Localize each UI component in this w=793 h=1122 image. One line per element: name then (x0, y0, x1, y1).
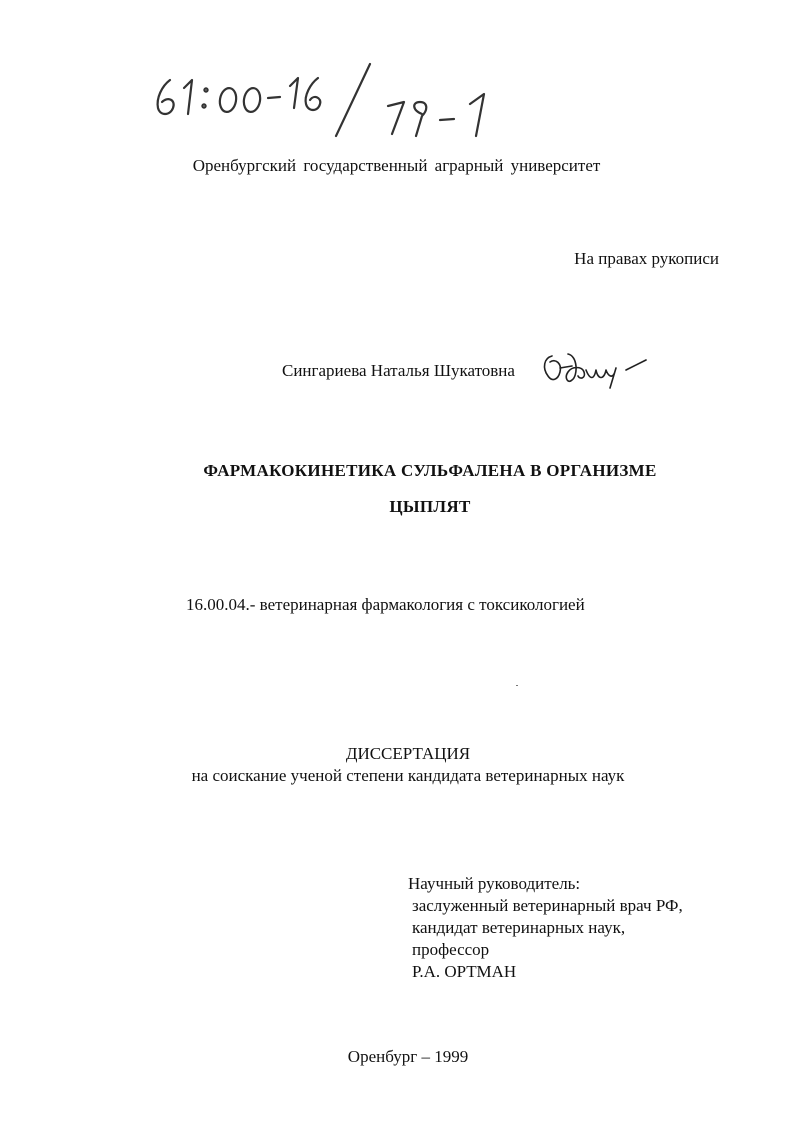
dissertation-title-line-2: ЦЫПЛЯТ (389, 497, 471, 516)
author-name: Сингариева Наталья Шукатовна (282, 361, 515, 380)
city-and-year: Оренбург – 1999 (347, 1047, 469, 1066)
handwritten-archive-code (140, 58, 520, 138)
author-signature (538, 346, 648, 394)
manuscript-rights-note: На правах рукописи (574, 249, 719, 268)
supervisor-degree-line: кандидат ветеринарных наук, (412, 918, 626, 937)
speciality-code: 16.00.04.- ветеринарная фармакология с токсикологией (186, 595, 585, 614)
supervisor-title-line: заслуженный ветеринарный врач РФ, (412, 896, 683, 915)
scan-speck (516, 685, 518, 686)
supervisor-name: Р.А. ОРТМАН (412, 962, 517, 981)
supervisor-rank-line: профессор (412, 940, 490, 959)
degree-statement: на соискание ученой степени кандидата ветеринарных наук (191, 766, 625, 785)
supervisor-heading: Научный руководитель: (408, 874, 581, 893)
university-name: Оренбургский государственный аграрный университет (192, 156, 601, 175)
dissertation-title-line-1: ФАРМАКОКИНЕТИКА СУЛЬФАЛЕНА В ОРГАНИЗМЕ (203, 461, 657, 480)
document-type: ДИССЕРТАЦИЯ (345, 744, 471, 763)
